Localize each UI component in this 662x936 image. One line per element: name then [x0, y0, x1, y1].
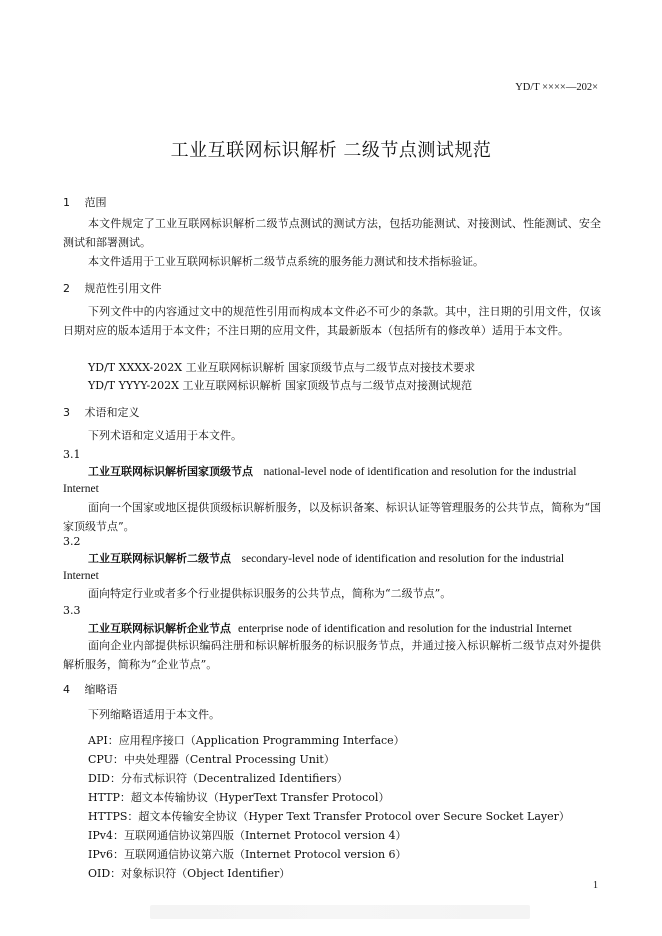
term-name: 工业互联网标识解析企业节点	[88, 622, 231, 635]
section-title: 术语和定义	[84, 406, 140, 419]
term-name: 工业互联网标识解析二级节点	[88, 552, 231, 565]
term-3-1-line	[88, 462, 576, 482]
section-2-paragraph: 下列文件中的内容通过文中的规范性引用而构成本文件必不可少的条款。其中，注日期的引用文件，仅该日期对应的版本适用于本文件；不注日期的应用文件，其最新版本（包括所有的修改单）适用于本文件。	[63, 305, 601, 337]
abbreviation-item: CPU：中央处理器（Central Processing Unit）	[88, 753, 335, 766]
abbreviation-item: IPv4：互联网通信协议第四版（Internet Protocol version 4）	[88, 829, 407, 842]
term-3-2-definition: 面向特定行业或者多个行业提供标识服务的公共节点，简称为“二级节点”。	[88, 587, 452, 600]
term-english: enterprise node of identification and resolution for the industrial Internet	[238, 623, 572, 635]
section-title: 范围	[84, 196, 107, 209]
term-english: national-level node of identification and resolution for the industrial	[263, 466, 577, 478]
reference-2: YD/T YYYY-202X 工业互联网标识解析 国家顶级节点与二级节点对接测试规范	[88, 379, 472, 392]
term-name: 工业互联网标识解析国家顶级节点	[88, 465, 253, 478]
section-2-heading	[63, 280, 162, 296]
abbreviation-item: IPv6：互联网通信协议第六版（Internet Protocol version 6）	[88, 848, 407, 861]
abbreviation-item: OID：对象标识符（Object Identifier）	[88, 867, 291, 880]
reference-1: YD/T XXXX-202X 工业互联网标识解析 国家顶级节点与二级节点对接技术要求	[88, 361, 476, 374]
term-3-1-definition: 面向一个国家或地区提供顶级标识解析服务，以及标识备案、标识认证等管理服务的公共节点，简称为“国家顶级节点”。	[63, 501, 601, 533]
term-number-3-3: 3.3	[63, 604, 81, 617]
term-english-continued: Internet	[63, 483, 99, 495]
section-title: 缩略语	[84, 683, 118, 696]
section-title: 规范性引用文件	[84, 282, 162, 295]
term-english: secondary-level node of identification and resolution for the industrial	[241, 553, 565, 565]
abbreviation-item: DID：分布式标识符（Decentralized Identifiers）	[88, 772, 348, 785]
abbreviation-item: HTTP：超文本传输协议（HyperText Transfer Protocol）	[88, 791, 390, 804]
term-english-continued: Internet	[63, 570, 99, 582]
section-1-paragraph-2: 本文件适用于工业互联网标识解析二级节点系统的服务能力测试和技术指标验证。	[88, 255, 484, 268]
section-number: 4	[63, 683, 70, 696]
section-number: 1	[63, 196, 70, 209]
term-3-3-definition: 面向企业内部提供标识编码注册和标识解析服务的标识服务节点，并通过接入标识解析二级节点对外提供解析服务，简称为“企业节点”。	[63, 639, 601, 671]
term-number-3-2: 3.2	[63, 535, 81, 548]
section-3-intro: 下列术语和定义适用于本文件。	[88, 429, 242, 442]
abbreviation-item: HTTPS：超文本传输安全协议（Hyper Text Transfer Protocol over Secure Socket Layer）	[88, 810, 570, 823]
term-number-3-1: 3.1	[63, 448, 81, 461]
footer-watermark	[150, 905, 530, 919]
section-1-heading	[63, 194, 107, 210]
document-code: YD/T ××××—202×	[515, 82, 598, 93]
abbreviation-item: API：应用程序接口（Application Programming Interface）	[88, 734, 405, 747]
page-title: 工业互联网标识解析 二级节点测试规范	[170, 140, 492, 161]
section-3-heading	[63, 404, 140, 420]
section-4-intro: 下列缩略语适用于本文件。	[88, 708, 220, 721]
section-number: 2	[63, 282, 70, 295]
term-3-2-line	[88, 549, 564, 569]
page-number: 1	[593, 880, 598, 891]
section-4-heading	[63, 681, 118, 697]
section-number: 3	[63, 406, 70, 419]
section-1-paragraph-1: 本文件规定了工业互联网标识解析二级节点测试的测试方法，包括功能测试、对接测试、性能测试、安全测试和部署测试。	[63, 217, 601, 249]
